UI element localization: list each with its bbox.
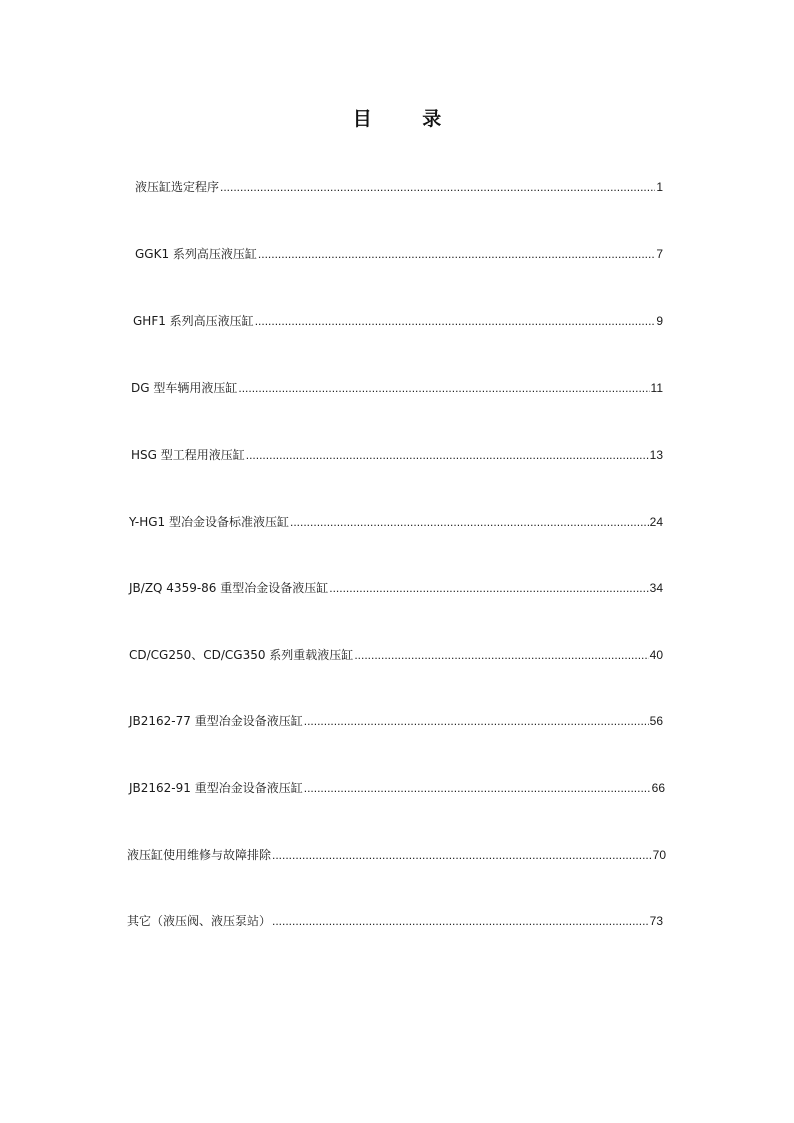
toc-entry-label: HSG 型工程用液压缸 [131, 448, 245, 462]
toc-entry-label: JB2162-77 重型冶金设备液压缸 [129, 714, 303, 728]
toc-entry-label: DG 型车辆用液压缸 [131, 381, 238, 395]
toc-entry-page: 11 [650, 381, 663, 395]
toc-entry-label: JB/ZQ 4359-86 重型冶金设备液压缸 [129, 581, 329, 595]
toc-entry-label: JB2162-91 重型冶金设备液压缸 [129, 781, 303, 795]
toc-entry-3[interactable] [133, 312, 663, 330]
toc-leader-dots [304, 712, 649, 730]
toc-entry-9[interactable] [129, 712, 663, 730]
toc-leader-dots [329, 579, 648, 597]
toc-entry-label: 液压缸使用维修与故障排除 [127, 848, 272, 862]
toc-entry-label: 液压缸选定程序 [135, 180, 220, 194]
toc-entry-page: 34 [649, 581, 663, 595]
toc-entry-page: 24 [649, 515, 663, 529]
toc-entry-2[interactable] [135, 245, 663, 263]
toc-entry-6[interactable] [129, 513, 663, 531]
toc-entry-page: 56 [649, 714, 663, 728]
toc-entry-page: 1 [656, 180, 663, 194]
toc-entry-10[interactable] [129, 779, 665, 797]
toc-entry-label: Y-HG1 型冶金设备标准液压缸 [129, 515, 290, 529]
toc-entry-5[interactable] [131, 446, 663, 464]
toc-entry-label: GHF1 系列高压液压缸 [133, 314, 254, 328]
toc-leader-dots [304, 779, 651, 797]
toc-leader-dots [246, 446, 649, 464]
toc-entry-page: 40 [649, 648, 663, 662]
toc-entry-4[interactable] [131, 379, 663, 397]
toc-entry-page: 73 [649, 914, 663, 928]
toc-entry-7[interactable] [129, 579, 663, 597]
toc-entry-page: 70 [652, 848, 666, 862]
toc-entry-11[interactable] [127, 846, 666, 864]
toc-leader-dots [290, 513, 649, 531]
toc-entry-page: 13 [649, 448, 663, 462]
toc-leader-dots [255, 312, 656, 330]
toc-entry-page: 7 [656, 247, 663, 261]
toc-entry-8[interactable] [129, 646, 663, 664]
toc-entry-1[interactable] [135, 178, 663, 196]
toc-leader-dots [272, 846, 652, 864]
toc-entry-page: 9 [656, 314, 663, 328]
toc-entry-12[interactable] [127, 912, 663, 930]
toc-leader-dots [272, 912, 649, 930]
toc-entry-label: 其它（液压阀、液压泵站） [127, 914, 272, 928]
toc-leader-dots [354, 646, 648, 664]
toc-leader-dots [220, 178, 655, 196]
page-title: 目 录 [352, 108, 464, 130]
toc-leader-dots [258, 245, 655, 263]
toc-entry-page: 66 [651, 781, 665, 795]
toc-entry-label: CD/CG250、CD/CG350 系列重载液压缸 [129, 648, 354, 662]
toc-leader-dots [238, 379, 649, 397]
toc-entry-label: GGK1 系列高压液压缸 [135, 247, 257, 261]
